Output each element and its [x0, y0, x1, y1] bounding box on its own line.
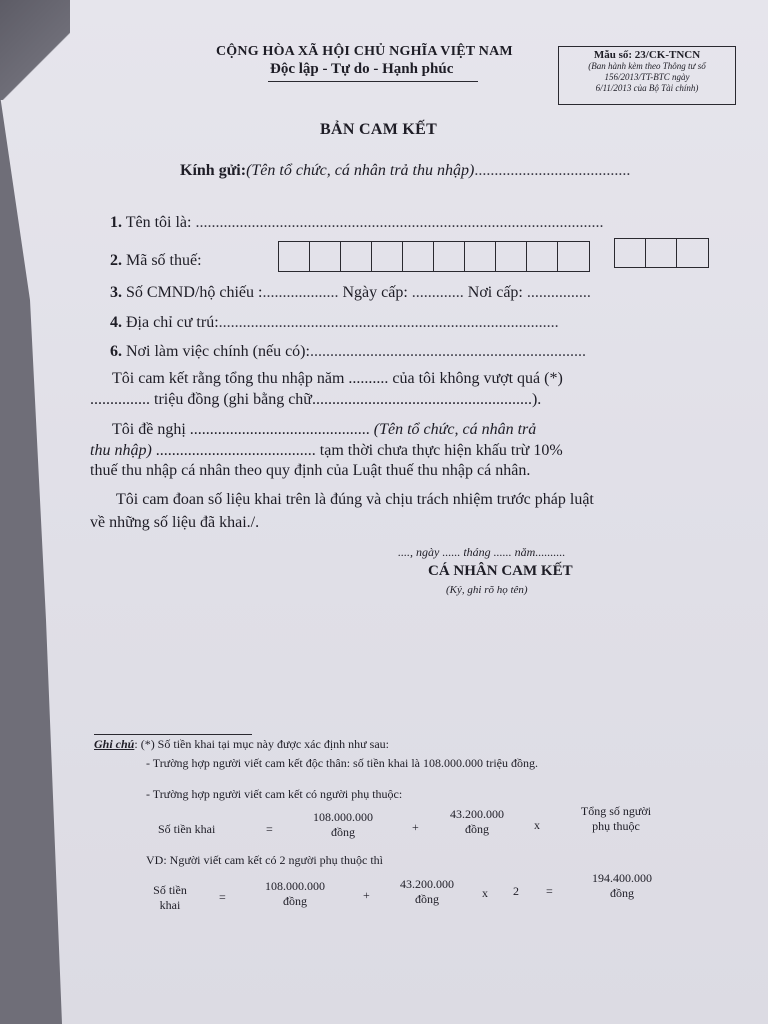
field-number: 6. — [110, 343, 122, 360]
notes-case-dependents: - Trường hợp người viết cam kết có người phụ thuộc: — [146, 787, 403, 801]
request-text-cont: ........................................ tạm thời chưa thực hiện khấu trừ 10% — [155, 442, 563, 459]
dependents-label-cont: phụ thuộc — [592, 819, 640, 833]
formula1-plus: + — [412, 820, 419, 834]
amount-unit: đồng — [331, 825, 355, 839]
formula2-times: x — [482, 886, 488, 900]
formula2-result — [580, 871, 664, 901]
fill-dots[interactable]: ............. — [411, 284, 464, 301]
field-full-name — [110, 214, 603, 232]
income-commitment-line-2: ............... triệu đồng (ghi bằng chữ.......................................................). — [90, 391, 542, 408]
field-label: Địa chỉ cư trú: — [126, 314, 219, 331]
field-number: 2. — [110, 252, 122, 269]
recipient-label: Kính gửi: — [180, 162, 247, 179]
field-label: Số CMND/hộ chiếu : — [126, 284, 263, 301]
fill-dots[interactable]: ..................................................................... — [309, 343, 586, 360]
amount-value: 108.000.000 — [313, 810, 373, 824]
tax-digit-box[interactable] — [341, 242, 372, 271]
tax-digit-box[interactable] — [677, 239, 708, 267]
field-number: 3. — [110, 284, 122, 301]
formula2-plus: + — [363, 888, 370, 902]
amount-value: 43.200.000 — [450, 807, 504, 821]
fill-dots[interactable]: ................... — [262, 284, 339, 301]
tax-code-boxes[interactable] — [278, 241, 590, 272]
amount-unit: đồng — [283, 894, 307, 908]
fill-dots[interactable]: ...................................................................................................... — [195, 214, 604, 231]
tax-digit-box[interactable] — [279, 242, 310, 271]
result-unit: đồng — [610, 886, 634, 900]
tax-digit-box[interactable] — [646, 239, 677, 267]
form-note-line-3: 6/11/2013 của Bộ Tài chính) — [595, 83, 699, 93]
amount-value: 108.000.000 — [265, 879, 325, 893]
tax-digit-box[interactable] — [496, 242, 527, 271]
field-tax-code — [110, 252, 202, 270]
tax-digit-box[interactable] — [434, 242, 465, 271]
dependents-label: Tổng số người — [580, 804, 652, 818]
tax-digit-box[interactable] — [558, 242, 589, 271]
amount-unit: đồng — [415, 892, 439, 906]
field-id-card — [110, 284, 591, 302]
field-number: 4. — [110, 314, 122, 331]
notes-divider — [94, 734, 252, 735]
formula1-equals: = — [266, 822, 273, 836]
formula2-equals: = — [219, 890, 226, 904]
declaration-line-2: về những số liệu đã khai./. — [90, 514, 260, 531]
request-placeholder-cont: thu nhập) — [90, 442, 152, 459]
request-line-2 — [90, 442, 563, 460]
lhs-line-1: Số tiền — [153, 883, 187, 897]
signature-title: CÁ NHÂN CAM KẾT — [428, 563, 573, 579]
lhs-line-2: khai — [159, 898, 181, 912]
formula2-base-amount — [255, 879, 335, 909]
tax-code-suffix-boxes[interactable] — [614, 238, 709, 268]
amount-value: 43.200.000 — [400, 877, 454, 891]
request-text: Tôi đề nghị ............................................. — [112, 421, 370, 438]
field-workplace — [110, 343, 586, 361]
issue-place-label: Nơi cấp: — [467, 284, 523, 301]
tax-digit-box[interactable] — [310, 242, 341, 271]
recipient-line — [180, 162, 630, 180]
recipient-value: (Tên tổ chức, cá nhân trả thu nhập) — [246, 162, 475, 179]
amount-unit: đồng — [465, 822, 489, 836]
field-address — [110, 314, 559, 332]
tax-digit-box[interactable] — [527, 242, 558, 271]
motto-underline — [268, 81, 478, 82]
field-label: Tên tôi là: — [125, 214, 192, 231]
field-label: Nơi làm việc chính (nếu có): — [126, 343, 310, 360]
fill-dots[interactable]: ................ — [526, 284, 591, 301]
formula2-dependents: 2 — [513, 884, 519, 898]
country-name: CỘNG HÒA XÃ HỘI CHỦ NGHĨA VIỆT NAM — [216, 44, 513, 59]
issue-date-label: Ngày cấp: — [342, 284, 408, 301]
result-value: 194.400.000 — [592, 871, 652, 885]
notes-intro — [94, 737, 389, 752]
notes-label: Ghi chú — [94, 737, 135, 751]
signature-note: (Ký, ghi rõ họ tên) — [446, 584, 528, 596]
income-commitment-line-1: Tôi cam kết rằng tổng thu nhập năm .......... của tôi không vượt quá (*) — [112, 370, 563, 387]
request-line-1 — [112, 421, 536, 439]
notes-case-single: - Trường hợp người viết cam kết độc thân: số tiền khai là 108.000.000 triệu đồng. — [146, 756, 538, 770]
declaration-line-1: Tôi cam đoan số liệu khai trên là đúng và chịu trách nhiệm trước pháp luật — [116, 491, 594, 508]
formula2-equals-result: = — [546, 884, 553, 898]
fill-dots[interactable]: ..................................................................................... — [218, 314, 559, 331]
tax-digit-box[interactable] — [465, 242, 496, 271]
national-motto: Độc lập - Tự do - Hạnh phúc — [270, 61, 454, 77]
formula1-base-amount — [303, 810, 383, 840]
recipient-dots: ....................................... — [474, 162, 631, 179]
tax-digit-box[interactable] — [403, 242, 434, 271]
signature-date-line[interactable]: ...., ngày ...... tháng ...... năm.......... — [398, 545, 566, 559]
notes-example: VD: Người viết cam kết có 2 người phụ thuộc thì — [146, 853, 383, 867]
formula2-dependent-amount — [389, 877, 465, 907]
document-title: BẢN CAM KẾT — [320, 121, 438, 138]
form-code: Mẫu số: 23/CK-TNCN — [593, 49, 701, 61]
field-number: 1. — [110, 214, 122, 231]
formula1-dependents-count — [566, 804, 666, 834]
formula1-times: x — [534, 818, 540, 832]
request-placeholder: (Tên tổ chức, cá nhân trả — [373, 421, 537, 438]
tax-digit-box[interactable] — [372, 242, 403, 271]
field-label: Mã số thuế: — [126, 252, 202, 269]
formula1-dependent-amount — [437, 807, 517, 837]
folded-corner — [0, 0, 70, 100]
request-line-3: thuế thu nhập cá nhân theo quy định của Luật thuế thu nhập cá nhân. — [90, 462, 531, 479]
formula2-lhs — [140, 883, 200, 913]
form-note-line-2: 156/2013/TT-BTC ngày — [604, 72, 690, 82]
tax-digit-box[interactable] — [615, 239, 646, 267]
notes-intro-text: : (*) Số tiền khai tại mục này được xác định như sau: — [134, 737, 389, 751]
formula1-lhs: Số tiền khai — [158, 822, 216, 836]
form-note-line-1: (Ban hành kèm theo Thông tư số — [588, 61, 706, 71]
form-code-box — [558, 46, 736, 105]
